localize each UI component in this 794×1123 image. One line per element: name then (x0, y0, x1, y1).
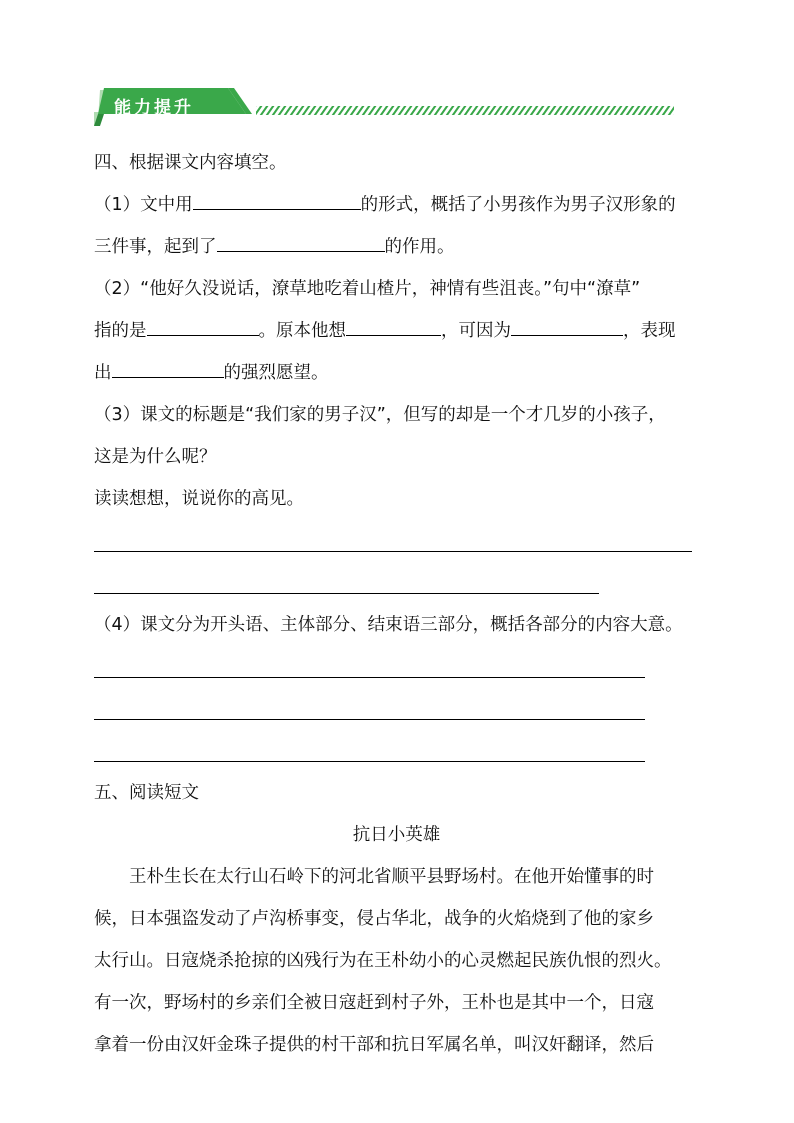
question-4-line-1: （4）课文分为开头语、主体部分、结束语三部分，概括各部分的内容大意。 (94, 615, 683, 635)
q2-blank-2[interactable] (346, 313, 441, 336)
banner-title: 能力提升 (114, 98, 194, 118)
section-5-heading: 五、阅读短文 (94, 783, 199, 803)
passage-line-2: 候，日本强盗发动了卢沟桥事变，侵占华北，战争的火焰烧到了他的家乡 (94, 909, 654, 929)
passage-line-3: 太行山。日寇烧杀抢掠的凶残行为在王朴幼小的心灵燃起民族仇恨的烈火。 (94, 951, 672, 971)
passage-title: 抗日小英雄 (352, 825, 441, 845)
q2-text-a: 指的是 (94, 321, 147, 341)
q2-blank-1[interactable] (147, 313, 259, 336)
q2-text-b: 。原本他想 (258, 321, 346, 341)
q4-answer-line-2[interactable] (94, 688, 714, 730)
q1-text-d: 的作用。 (384, 237, 455, 257)
q1-text-a: （1）文中用 (94, 195, 193, 215)
q4-answer-line-1[interactable] (94, 646, 714, 688)
question-2-line-1: （2）“他好久没说话，潦草地吃着山楂片，神情有些沮丧。”句中“潦草” (94, 279, 641, 299)
section-4-heading: 四、根据课文内容填空。 (94, 153, 287, 173)
q4-answer-line-3[interactable] (94, 730, 714, 772)
q2-text-f: 的强烈愿望。 (223, 363, 329, 383)
worksheet-content (94, 142, 714, 1066)
q2-text-d: ，表现 (623, 321, 676, 341)
q3-answer-line-1[interactable] (94, 520, 714, 562)
question-3-line-3: 读读想想，说说你的高见。 (94, 489, 304, 509)
q2-text-e: 出 (94, 363, 112, 383)
question-1-line-1 (94, 184, 714, 226)
q2-text-c: ，可因为 (441, 321, 511, 341)
question-2-line-3 (94, 352, 714, 394)
q1-text-b: 的形式，概括了小男孩作为男子汉形象的 (360, 195, 676, 215)
q3-answer-line-2[interactable] (94, 562, 714, 604)
passage-line-1: 王朴生长在太行山石岭下的河北省顺平县野场村。在他开始懂事的时 (129, 867, 654, 887)
q1-text-c: 三件事，起到了 (94, 237, 217, 257)
q2-blank-3[interactable] (511, 313, 623, 336)
question-1-line-2 (94, 226, 714, 268)
q2-blank-4[interactable] (112, 355, 224, 378)
section-banner (94, 86, 684, 126)
question-3-line-1: （3）课文的标题是“我们家的男子汉”，但写的却是一个才几岁的小孩子， (94, 405, 666, 425)
question-3-line-2: 这是为什么呢？ (94, 447, 217, 467)
passage-line-4: 有一次，野场村的乡亲们全被日寇赶到村子外，王朴也是其中一个，日寇 (94, 993, 654, 1013)
q1-blank-1[interactable] (193, 187, 361, 210)
q1-blank-2[interactable] (217, 229, 385, 252)
passage-line-5: 拿着一份由汉奸金珠子提供的村干部和抗日军属名单，叫汉奸翻译，然后 (94, 1035, 654, 1055)
question-2-line-2 (94, 310, 714, 352)
